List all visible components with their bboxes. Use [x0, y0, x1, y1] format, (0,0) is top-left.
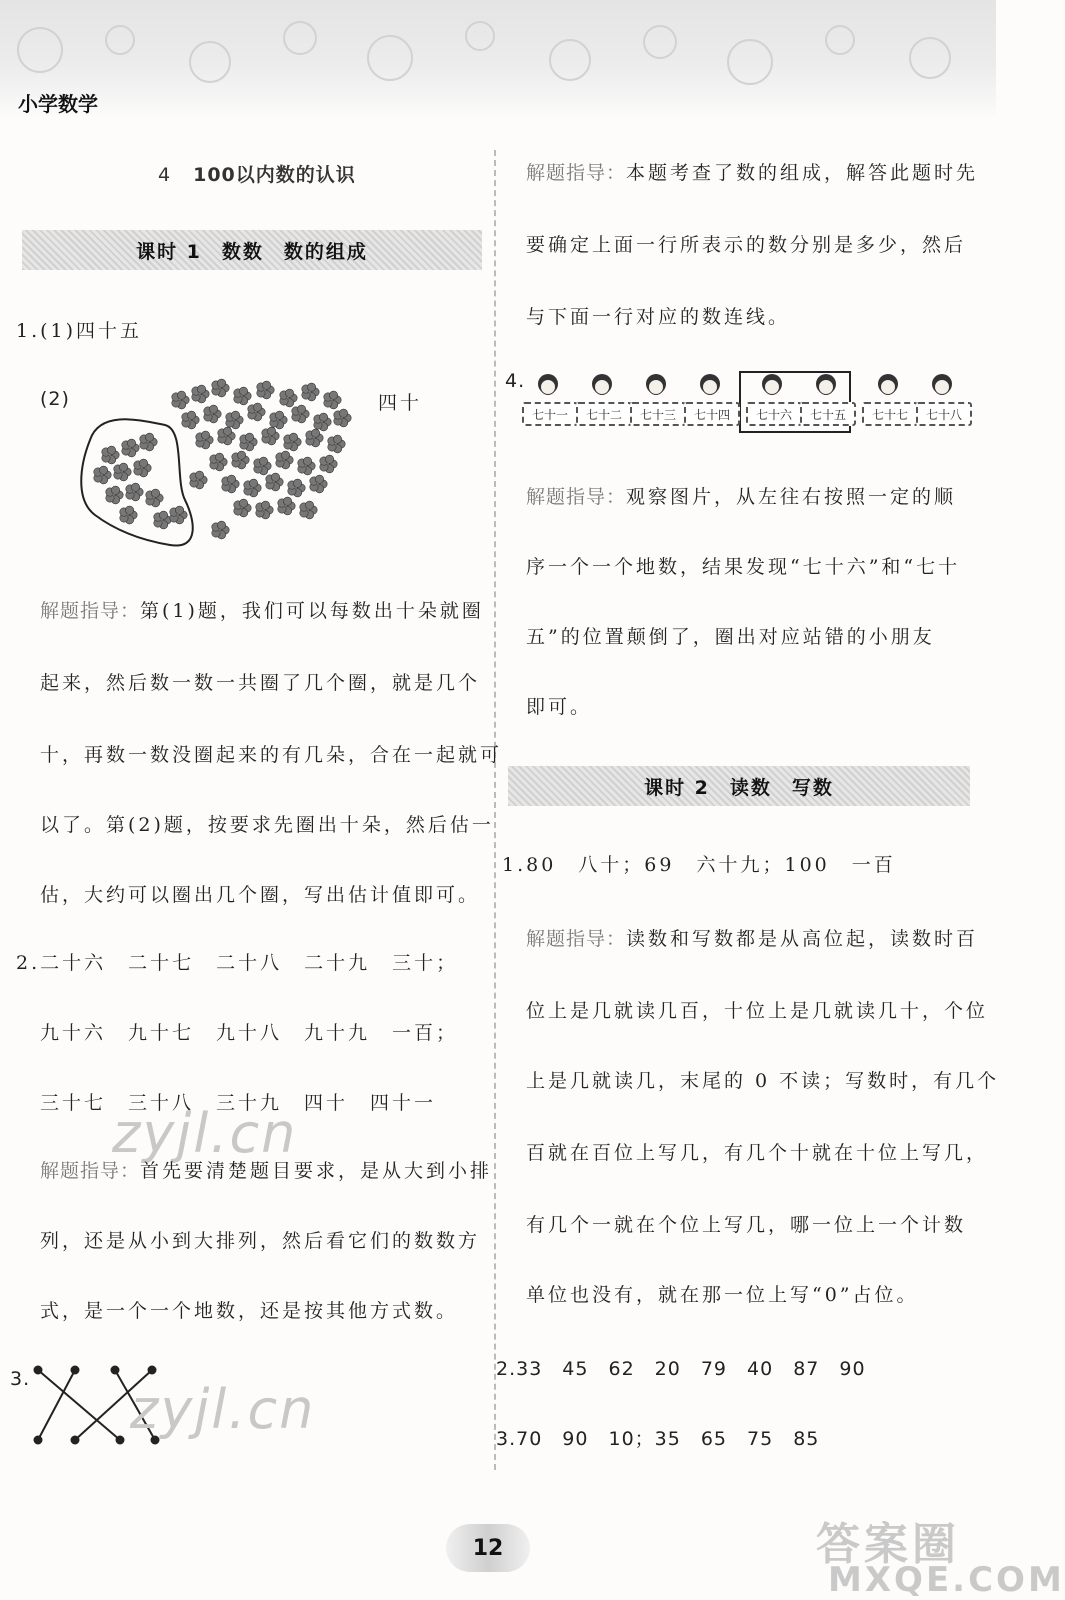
flower-icon — [284, 433, 301, 451]
guide-3-label: 解题指导： — [526, 162, 627, 184]
guide-5-line-4: 百就在百位上写几，有几个十就在十位上写几， — [526, 1142, 989, 1164]
kid-figure-icon — [700, 374, 720, 395]
kid-number-label: 七十三 — [630, 402, 686, 426]
flower-icon — [122, 439, 139, 457]
kid-number-label: 七十四 — [684, 402, 740, 426]
flower-icon — [190, 471, 207, 489]
kid-figure-icon — [592, 374, 612, 395]
guide-3-line-1: 解题指导：本题考查了数的组成，解答此题时先 — [526, 162, 979, 184]
guide-2-line-2: 列，还是从小到大排列，然后看它们的数数方 — [40, 1230, 481, 1252]
flower-icon — [310, 475, 327, 493]
kid-figure-icon — [538, 374, 558, 395]
kid-number-label: 七十六 — [746, 402, 802, 426]
guide-5-line-1: 解题指导：读数和写数都是从高位起，读数时百 — [526, 928, 979, 950]
flower-icon — [226, 411, 243, 429]
flower-icon — [222, 475, 239, 493]
flower-icons — [94, 379, 351, 539]
guide-4-line-1: 解题指导：观察图片，从左往右按照一定的顺 — [526, 486, 957, 508]
kid-number-label: 七十五 — [800, 402, 856, 426]
flower-icon — [134, 459, 151, 477]
flower-icon — [248, 403, 265, 421]
lesson-2-label: 课时 2 — [644, 776, 710, 799]
flower-icon — [210, 453, 227, 471]
flower-icon — [244, 479, 261, 497]
guide-5-line-2: 位上是几就读几百，十位上是几就读几十，个位 — [526, 1000, 989, 1022]
guide-2-line-1: 解题指导：首先要清楚题目要求，是从大到小排 — [40, 1160, 493, 1182]
flower-icon — [140, 433, 157, 451]
flower-icon — [314, 413, 331, 431]
page-number: 12 — [446, 1524, 530, 1572]
q2-line-3: 三十七 三十八 三十九 四十 四十一 — [40, 1092, 437, 1114]
guide-4-line-3: 五”的位置颠倒了，圈出对应站错的小朋友 — [526, 626, 935, 648]
q1-part1: 1.(1)四十五 — [16, 320, 143, 342]
lesson-2-banner — [508, 766, 970, 806]
kid-figure-icon — [646, 374, 666, 395]
q6-answer: 2.33 45 62 20 79 40 87 90 — [496, 1358, 866, 1380]
flower-icon — [196, 431, 213, 449]
flower-icon — [276, 451, 293, 469]
chapter-heading — [158, 160, 356, 187]
guide-1-line-3: 十，再数一数没圈起来的有几朵，合在一起就可 — [40, 744, 503, 766]
q7-answer: 3.70 90 10；35 65 75 85 — [496, 1428, 820, 1450]
flower-icon — [218, 427, 235, 445]
flower-icon — [298, 457, 315, 475]
flower-icon — [288, 479, 305, 497]
guide-2-label: 解题指导： — [40, 1160, 141, 1182]
lesson-1-label: 课时 1 — [136, 240, 202, 263]
guide-5-label: 解题指导： — [526, 928, 627, 950]
q3-label: 3. — [10, 1368, 31, 1390]
chapter-title: 100以内数的认识 — [193, 164, 356, 186]
guide-4-line-2: 序一个一个地数，结果发现“七十六”和“七十 — [526, 556, 961, 578]
lesson-1-topic-2: 数的组成 — [283, 240, 368, 263]
guide-5-line-5: 有几个一就在个位上写几，哪一位上一个计数 — [526, 1214, 967, 1236]
flower-icon — [170, 506, 187, 524]
kid-number-label: 七十一 — [522, 402, 578, 426]
q2-line-1: 2.二十六 二十七 二十八 二十九 三十； — [16, 952, 459, 974]
flower-icon — [240, 433, 257, 451]
kid-number-label: 七十七 — [862, 402, 918, 426]
flower-icon — [328, 435, 345, 453]
header-title: 小学数学 — [18, 92, 98, 116]
site-logo-line-1: 答案圈 — [816, 1519, 960, 1570]
lesson-2-topic-1: 读数 — [729, 776, 772, 799]
kid-number-label: 七十八 — [916, 402, 972, 426]
flower-icon — [234, 499, 251, 517]
q1-part2-answer: 四十 — [378, 392, 423, 414]
flower-icon — [204, 405, 221, 423]
flower-icon — [232, 451, 249, 469]
flower-icon — [254, 457, 271, 475]
flower-icon — [324, 391, 341, 409]
kid-figure-icon — [762, 374, 782, 395]
flower-icon — [266, 473, 283, 491]
site-logo-line-2: MXQE.COM — [828, 1560, 1065, 1600]
flower-icon — [234, 387, 251, 405]
flower-icon — [262, 427, 279, 445]
flower-icon — [292, 405, 309, 423]
kid-figure-icon — [932, 374, 952, 395]
flower-icon — [212, 379, 229, 397]
guide-4-label: 解题指导： — [526, 486, 627, 508]
flower-icon — [302, 383, 319, 401]
guide-3-line-2: 要确定上面一行所表示的数分别是多少，然后 — [526, 234, 967, 256]
flower-icon — [257, 381, 274, 399]
guide-5-line-3: 上是几就读几，末尾的 0 不读；写数时，有几个 — [526, 1070, 1000, 1092]
kid-figure-icon — [816, 374, 836, 395]
guide-1-line-4: 以了。第(2)题，按要求先圈出十朵，然后估一 — [40, 814, 494, 836]
column-divider — [494, 150, 496, 1470]
flower-icon — [146, 489, 163, 507]
flower-icon — [270, 411, 287, 429]
flower-icon — [126, 483, 143, 501]
flower-icon — [306, 429, 323, 447]
flower-icon — [334, 409, 351, 427]
flower-cluster-figure — [70, 380, 370, 560]
guide-4-line-4: 即可。 — [526, 696, 593, 718]
flower-icon — [256, 501, 273, 519]
guide-3-line-3: 与下面一行对应的数连线。 — [526, 306, 791, 328]
flower-icon — [278, 497, 295, 515]
guide-1-line-1: 解题指导：第(1)题，我们可以每数出十朵就圈 — [40, 600, 484, 622]
flower-icon — [120, 506, 137, 524]
chapter-number: 4 — [158, 164, 172, 186]
kid-figure-icon — [878, 374, 898, 395]
q4-label: 4. — [505, 370, 526, 392]
flower-icon — [320, 455, 337, 473]
flower-icon — [280, 389, 297, 407]
guide-1-line-5: 估，大约可以圈出几个圈，写出估计值即可。 — [40, 884, 481, 906]
q2-line-2: 九十六 九十七 九十八 九十九 一百； — [40, 1022, 459, 1044]
q5-answer: 1.80 八十；69 六十九；100 一百 — [502, 854, 896, 876]
flower-icon — [212, 521, 229, 539]
flower-icon — [172, 391, 189, 409]
flower-icon — [192, 385, 209, 403]
flower-icon — [94, 466, 111, 484]
flower-icon — [106, 486, 123, 504]
watermark-2: zyjl.cn — [130, 1378, 316, 1441]
watermark-1: zyjl.cn — [112, 1102, 298, 1165]
guide-1-label: 解题指导： — [40, 600, 141, 622]
site-logo — [808, 1508, 1065, 1600]
kid-number-label: 七十二 — [576, 402, 632, 426]
flower-icon — [154, 511, 171, 529]
flower-icon — [102, 446, 119, 464]
guide-2-line-3: 式，是一个一个地数，还是按其他方式数。 — [40, 1300, 459, 1322]
guide-5-line-6: 单位也没有，就在那一位上写“0”占位。 — [526, 1284, 919, 1306]
guide-1-line-2: 起来，然后数一数一共圈了几个圈，就是几个 — [40, 672, 481, 694]
lesson-2-topic-2: 写数 — [791, 776, 834, 799]
flower-icon — [300, 501, 317, 519]
header-decoration — [0, 0, 996, 118]
flower-icon — [114, 463, 131, 481]
q1-part2-label: (2) — [40, 388, 70, 410]
lesson-1-banner — [22, 230, 482, 270]
lesson-1-topic-1: 数数 — [221, 240, 264, 263]
flower-icon — [182, 411, 199, 429]
